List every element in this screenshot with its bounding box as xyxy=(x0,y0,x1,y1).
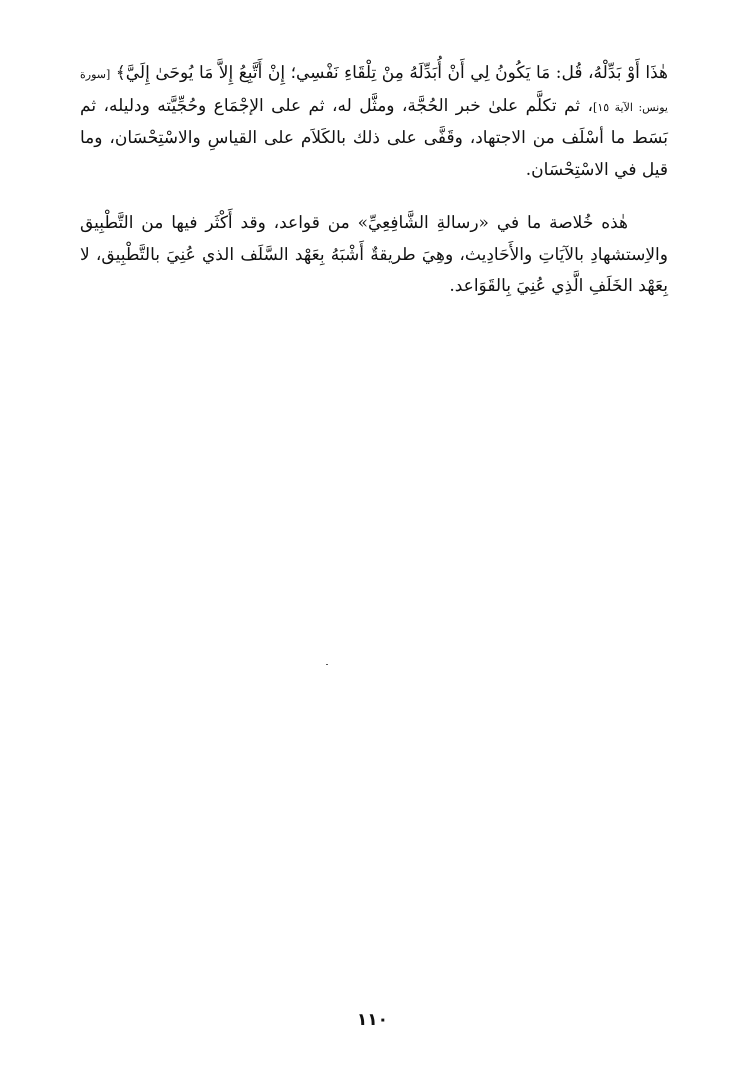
paragraph-1 xyxy=(80,58,668,186)
paragraph-1-part-2: ، ثم تكلَّم علىٰ خبر الحُجَّة، ومثَّل له، ثم على الإجْمَاع وحُجِّيَّته ودليله، ثم بَسَط ما أسْلَف من الاجتهاد، وقَفَّى على ذلك بالكَلاَم على القياسِ والاسْتِحْسَان، وما قيل في الاسْتِحْسَان. xyxy=(80,95,668,180)
paragraph-1-part-1: هٰذَا أَوْ بَدِّلْهُ، قُل: مَا يَكُونُ لِي أَنْ أُبَدِّلَهُ مِنْ تِلْقَاءِ نَفْسِي؛ إِنْ أَتَّبِعُ إِلاَّ مَا يُوحَىٰ إِلَيَّ﴾ xyxy=(110,63,668,83)
paragraph-2-text: هٰذه خُلاصة ما في «رسالةِ الشَّافِعِيِّ» من قواعد، وقد أَكْثَر فيها من التَّطْبِيق والاِستشهادِ بالآيَاتِ والأَحَادِيث، وهِيَ طريقةٌ أَشْبَهُ بِعَهْد السَّلَف الذي عُنِيَ بالتَّطْبِيق، لا بِعَهْد الخَلَفِ الَّذِي عُنِيَ بِالقَوَاعد. xyxy=(80,213,668,296)
paragraph-1-text xyxy=(80,58,668,186)
ayah-reference: [سورة يونس: الآية ١٥] xyxy=(80,68,668,114)
scan-speck xyxy=(326,664,328,665)
paragraph-2 xyxy=(80,208,668,303)
page-number: ١١٠ xyxy=(356,1010,389,1030)
